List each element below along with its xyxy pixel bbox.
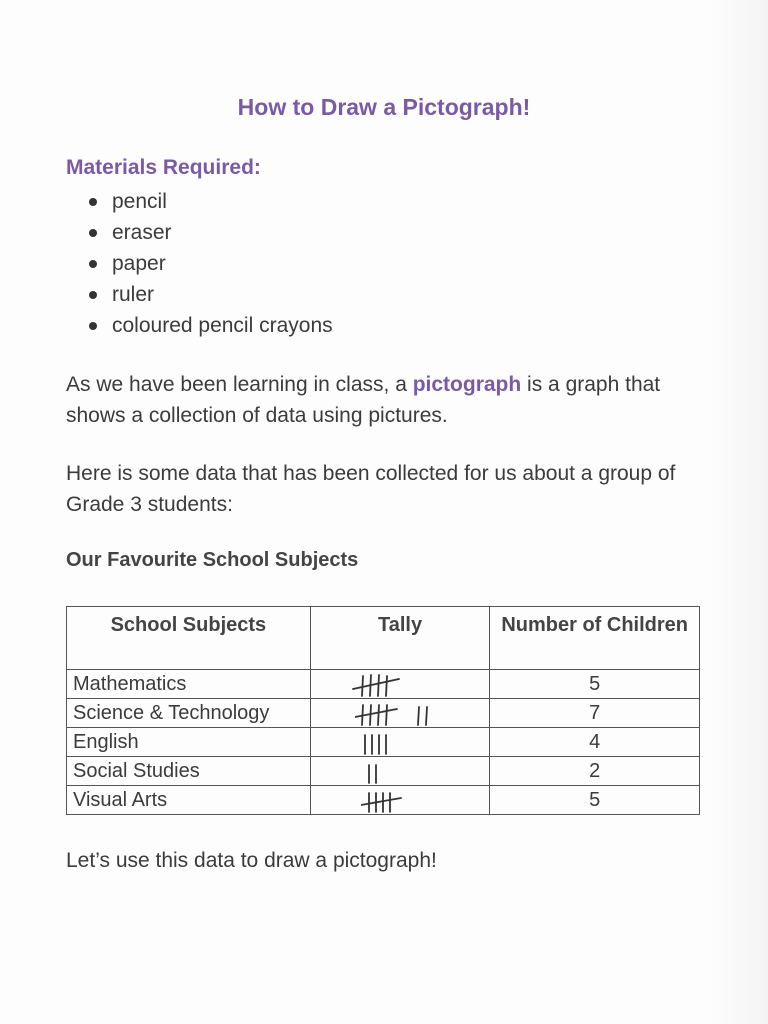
materials-item-label: paper <box>112 252 166 275</box>
materials-item <box>86 186 333 217</box>
pictograph-term: pictograph <box>412 373 522 396</box>
count-cell: 7 <box>490 699 700 728</box>
materials-item <box>86 279 333 310</box>
tally-cell <box>310 728 490 757</box>
table-row <box>67 728 700 757</box>
count-cell: 5 <box>490 786 700 815</box>
count-cell: 5 <box>490 670 700 699</box>
tally-two-icon <box>363 759 387 785</box>
table-row <box>67 757 700 786</box>
subject-cell: Mathematics <box>67 670 311 699</box>
table-title: Our Favourite School Subjects <box>66 549 359 571</box>
materials-item <box>86 310 333 341</box>
bullet-icon <box>89 291 97 299</box>
bullet-icon <box>89 229 97 237</box>
subject-cell: English <box>67 728 311 757</box>
table-row <box>67 670 700 699</box>
tally-cell <box>310 670 490 699</box>
definition-text-end: is a graph that shows a collection of data using pictures. <box>66 373 661 427</box>
count-cell: 2 <box>490 757 700 786</box>
tally-seven-icon <box>355 701 445 727</box>
tally-cell <box>310 757 490 786</box>
table-header-row <box>67 607 700 670</box>
closing-sentence: Let’s use this data to draw a pictograph! <box>66 849 437 872</box>
materials-item-label: ruler <box>112 283 155 306</box>
tally-five-icon <box>351 672 407 698</box>
materials-item <box>86 217 333 248</box>
tally-cell <box>310 699 490 728</box>
data-intro-paragraph: Here is some data that has been collected for us about a group of Grade 3 students: <box>66 462 676 516</box>
subjects-table <box>66 606 700 815</box>
bullet-icon <box>89 322 97 330</box>
count-cell: 4 <box>490 728 700 757</box>
materials-heading: Materials Required: <box>66 156 261 179</box>
tally-cell <box>310 786 490 815</box>
materials-item-label: eraser <box>112 221 172 244</box>
table-row <box>67 786 700 815</box>
bullet-icon <box>89 260 97 268</box>
pictograph-definition <box>66 369 706 431</box>
materials-list <box>86 186 333 341</box>
header-tally: Tally <box>310 607 490 670</box>
subject-cell: Science & Technology <box>67 699 311 728</box>
tally-five-icon <box>361 788 411 814</box>
materials-item <box>86 248 333 279</box>
tally-four-icon <box>359 730 399 756</box>
materials-item-label: coloured pencil crayons <box>112 314 333 337</box>
materials-item-label: pencil <box>112 190 167 213</box>
scan-shadow <box>708 0 768 1024</box>
subject-cell: Social Studies <box>67 757 311 786</box>
table-row <box>67 699 700 728</box>
header-school-subjects: School Subjects <box>67 607 311 670</box>
definition-text-start: As we have been learning in class, a <box>66 373 413 396</box>
bullet-icon <box>89 198 97 206</box>
page-title: How to Draw a Pictograph! <box>237 94 531 120</box>
header-number-of-children: Number of Children <box>490 607 700 670</box>
subject-cell: Visual Arts <box>67 786 311 815</box>
